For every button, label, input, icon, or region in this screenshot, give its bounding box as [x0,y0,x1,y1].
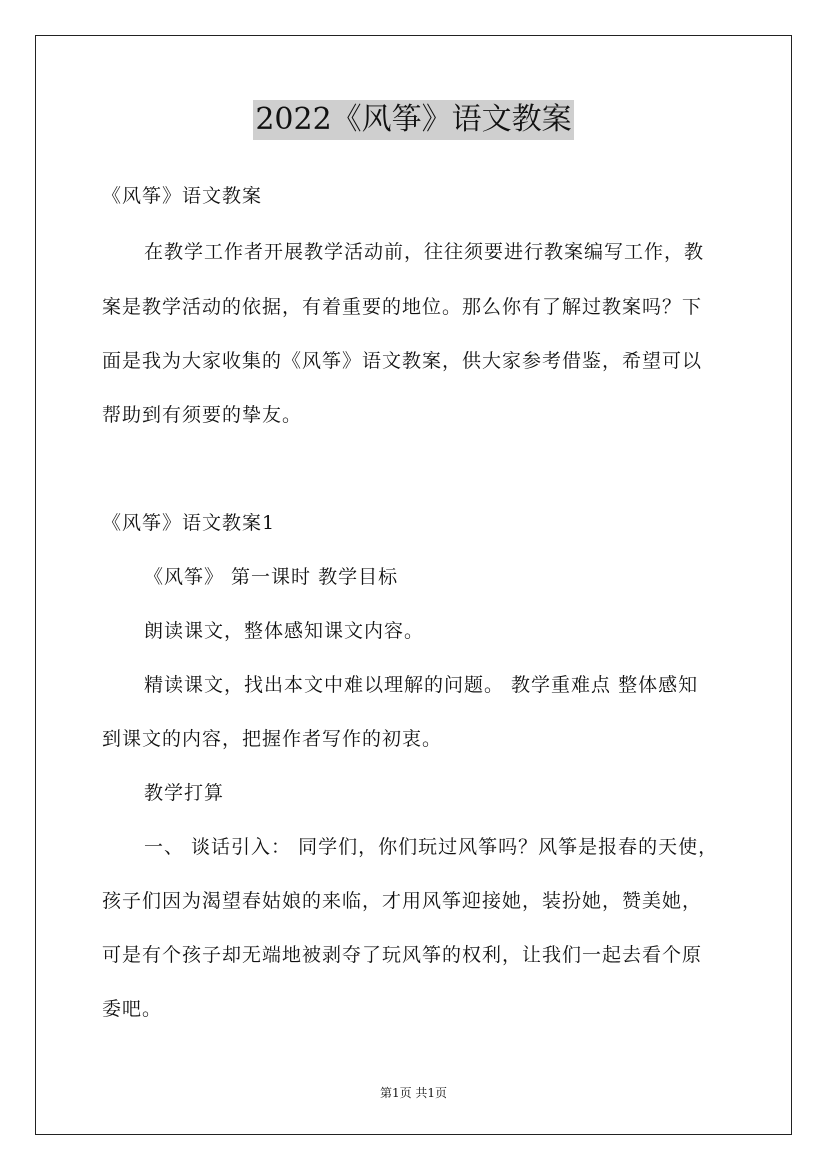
page-footer: 第1页 共1页 [379,1086,448,1100]
document-subtitle: 《风筝》语文教案 [102,185,263,207]
goal-2-line-1: 精读课文，找出本文中难以理解的问题。 教学重难点 整体感知 [144,674,699,696]
goal-2-line-2: 到课文的内容，把握作者写作的初衷。 [102,728,443,750]
intro-line-1: 在教学工作者开展教学活动前，往往须要进行教案编写工作，教 [144,241,705,263]
document-title: 2022《风筝》语文教案 [253,100,573,140]
intro-line-3: 面是我为大家收集的《风筝》语文教案，供大家参考借鉴，希望可以 [102,350,703,372]
intro-line-4: 帮助到有须要的挚友。 [102,404,303,426]
step-1-line-1: 一、 谈话引入： 同学们，你们玩过风筝吗？风筝是报春的天使， [144,836,719,858]
title-container [0,100,827,140]
lesson-heading: 《风筝》 第一课时 教学目标 [144,566,399,588]
plan-heading: 教学打算 [144,782,225,804]
step-1-line-3: 可是有个孩子却无端地被剥夺了玩风筝的权利，让我们一起去看个原 [102,944,703,966]
step-1-line-2: 孩子们因为渴望春姑娘的来临，才用风筝迎接她，装扮她，赞美她， [102,890,703,912]
section-heading: 《风筝》语文教案1 [102,512,276,534]
goal-1: 朗读课文，整体感知课文内容。 [144,620,425,642]
step-1-line-4: 委吧。 [102,998,163,1020]
intro-line-2: 案是教学活动的依据，有着重要的地位。那么你有了解过教案吗？下 [102,296,703,318]
